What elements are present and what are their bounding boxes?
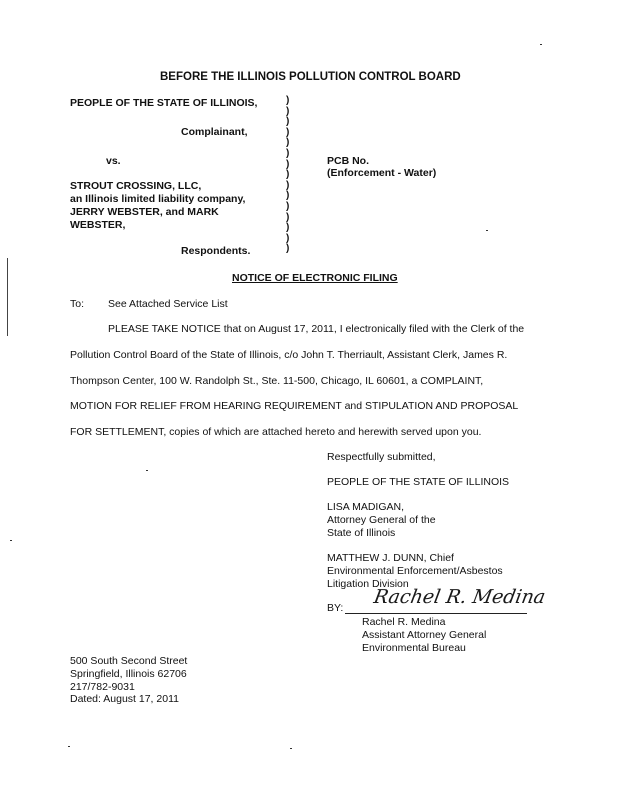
date-line: Dated: August 17, 2011 <box>70 693 179 705</box>
party-name: PEOPLE OF THE STATE OF ILLINOIS <box>327 476 510 488</box>
body-line-3: Thompson Center, 100 W. Randolph St., Ste. 11-500, Chicago, IL 60601, a COMPLAINT, <box>70 375 484 387</box>
signature-line <box>345 613 527 614</box>
body-line-4: MOTION FOR RELIEF FROM HEARING REQUIREMENT and STIPULATION AND PROPOSAL <box>70 400 519 412</box>
to-value: See Attached Service List <box>108 298 228 310</box>
body-line-1 <box>108 323 524 335</box>
to-label: To: <box>70 298 85 310</box>
body-line-1-rest: that on August 17, 2011, I electronically filed with the Clerk of the <box>220 323 525 335</box>
chief-division-1: Environmental Enforcement/Asbestos <box>327 565 503 577</box>
scan-edge-mark <box>7 258 8 336</box>
scan-speck <box>146 470 148 471</box>
address-line-1: 500 South Second Street <box>70 655 188 667</box>
notice-title: NOTICE OF ELECTRONIC FILING <box>232 272 398 284</box>
chief-division-2: Litigation Division <box>327 578 409 590</box>
scan-speck <box>486 230 488 231</box>
plaintiff-role: Complainant, <box>181 126 248 138</box>
signer-title-1: Assistant Attorney General <box>362 629 487 641</box>
versus-text: vs. <box>106 155 121 167</box>
body-line-2: Pollution Control Board of the State of Illinois, c/o John T. Therriault, Assistant Clerk, James R. <box>70 349 508 361</box>
attorney-general-title-1: Attorney General of the <box>327 514 436 526</box>
handwritten-signature: Rachel R. Medina <box>372 586 548 608</box>
defendant-line-1: STROUT CROSSING, LLC, <box>70 180 202 192</box>
scan-speck <box>540 44 542 45</box>
document-heading: BEFORE THE ILLINOIS POLLUTION CONTROL BOARD <box>160 71 461 83</box>
address-line-3: 217/782-9031 <box>70 681 135 693</box>
scan-speck <box>290 748 292 749</box>
scan-speck <box>68 746 70 747</box>
scan-speck <box>10 540 12 541</box>
address-line-2: Springfield, Illinois 62706 <box>70 668 187 680</box>
case-type: (Enforcement - Water) <box>327 167 437 179</box>
defendant-line-2: an Illinois limited liability company, <box>70 193 246 205</box>
signer-title-2: Environmental Bureau <box>362 642 466 654</box>
caption-parenthesis-column: ) ) ) ) ) ) ) ) ) ) ) ) ) ) ) <box>286 95 290 255</box>
attorney-general-name: LISA MADIGAN, <box>327 501 405 513</box>
notice-phrase: PLEASE TAKE NOTICE <box>108 323 221 335</box>
defendant-line-4: WEBSTER, <box>70 219 126 231</box>
chief-name: MATTHEW J. DUNN, Chief <box>327 552 454 564</box>
defendant-line-3: JERRY WEBSTER, and MARK <box>70 206 219 218</box>
by-label: BY: <box>327 602 344 614</box>
defendant-role: Respondents. <box>181 245 251 257</box>
body-line-5: FOR SETTLEMENT, copies of which are attached hereto and herewith served upon you. <box>70 426 482 438</box>
signer-name: Rachel R. Medina <box>362 616 446 628</box>
plaintiff-name: PEOPLE OF THE STATE OF ILLINOIS, <box>70 97 258 109</box>
closing: Respectfully submitted, <box>327 451 436 463</box>
pcb-number-label: PCB No. <box>327 155 369 167</box>
attorney-general-title-2: State of Illinois <box>327 527 396 539</box>
